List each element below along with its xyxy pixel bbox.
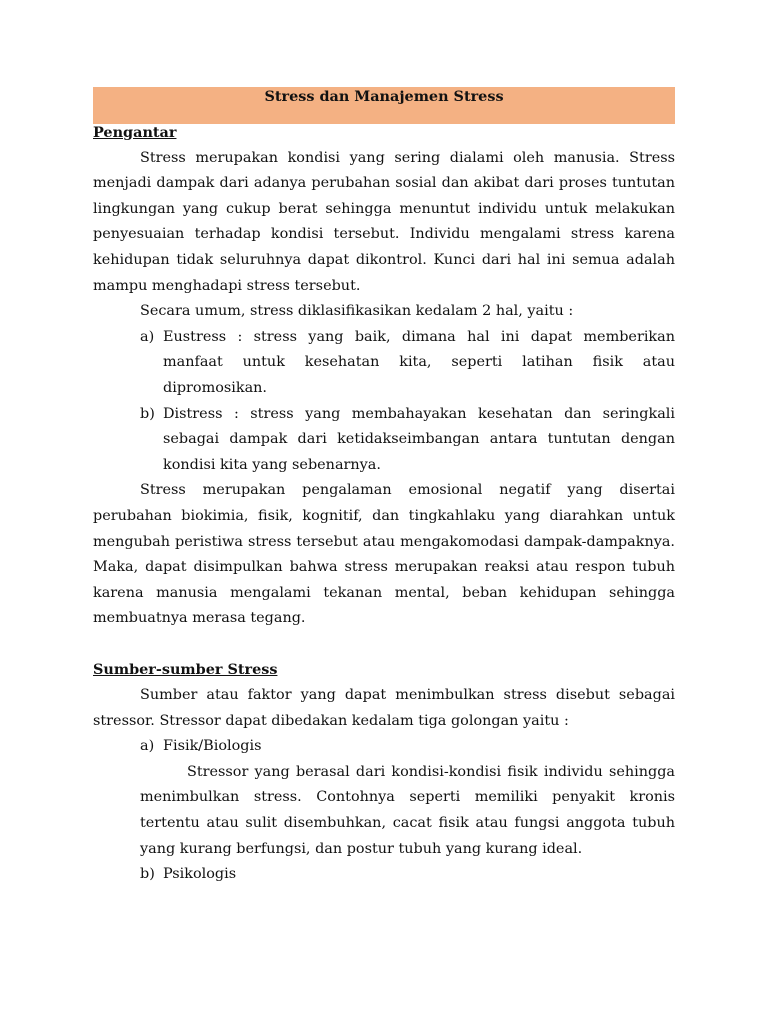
- list-marker: b): [140, 866, 155, 883]
- list-marker: b): [140, 405, 155, 422]
- paragraph: Stressor yang berasal dari kondisi-kondisi fisik individu sehingga menimbulkan stress. Contohnya seperti memiliki penyakit kronis tertentu atau sulit disembuhkan, cacat fisik atau fungsi anggota tubuh yang kurang berfungsi, dan postur tubuh yang kurang ideal.: [140, 763, 675, 857]
- document-title: Stress dan Manajemen Stress: [93, 87, 675, 124]
- list-item: [93, 862, 675, 888]
- list-item-text: Distress : stress yang membahayakan kesehatan dan seringkali sebagai dampak dari ketidakseimbangan antara tuntutan dengan kondisi kita yang sebenarnya.: [163, 405, 675, 473]
- list-item: [93, 734, 675, 760]
- paragraph: Stress merupakan pengalaman emosional negatif yang disertai perubahan biokimia, fisik, kognitif, dan tingkahlaku yang diarahkan untuk mengubah peristiwa stress tersebut atau mengakomodasi dampak-dampaknya. Maka, dapat disimpulkan bahwa stress merupakan reaksi atau respon tubuh karena manusia mengalami tekanan mental, beban kehidupan sehingga membuatnya merasa tegang.: [93, 482, 675, 627]
- section-heading-pengantar: Pengantar: [93, 124, 177, 141]
- stress-type-list: [93, 325, 675, 479]
- list-item-label: Psikologis: [163, 866, 237, 883]
- spacer: [93, 632, 675, 658]
- paragraph: Secara umum, stress diklasifikasikan kedalam 2 hal, yaitu :: [140, 303, 574, 320]
- document-content: [93, 87, 675, 888]
- list-item: [93, 325, 675, 402]
- section-heading-sumber: Sumber-sumber Stress: [93, 661, 278, 679]
- list-item-label: Fisik/Biologis: [163, 738, 262, 755]
- list-marker: a): [140, 738, 155, 755]
- list-item-text: Eustress : stress yang baik, dimana hal ini dapat memberikan manfaat untuk kesehatan kita, seperti latihan fisik atau dipromosikan.: [163, 328, 675, 396]
- list-marker: a): [140, 328, 155, 345]
- paragraph: Stress merupakan kondisi yang sering dialami oleh manusia. Stress menjadi dampak dari adanya perubahan sosial dan akibat dari proses tuntutan lingkungan yang cukup berat sehingga menuntut individu untuk melakukan penyesuaian terhadap kondisi tersebut. Individu mengalami stress karena kehidupan tidak seluruhnya dapat dikontrol. Kunci dari hal ini semua adalah mampu menghadapi stress tersebut.: [93, 149, 675, 294]
- paragraph: Sumber atau faktor yang dapat menimbulkan stress disebut sebagai stressor. Stressor dapat dibedakan kedalam tiga golongan yaitu :: [93, 687, 675, 729]
- list-item: [93, 402, 675, 479]
